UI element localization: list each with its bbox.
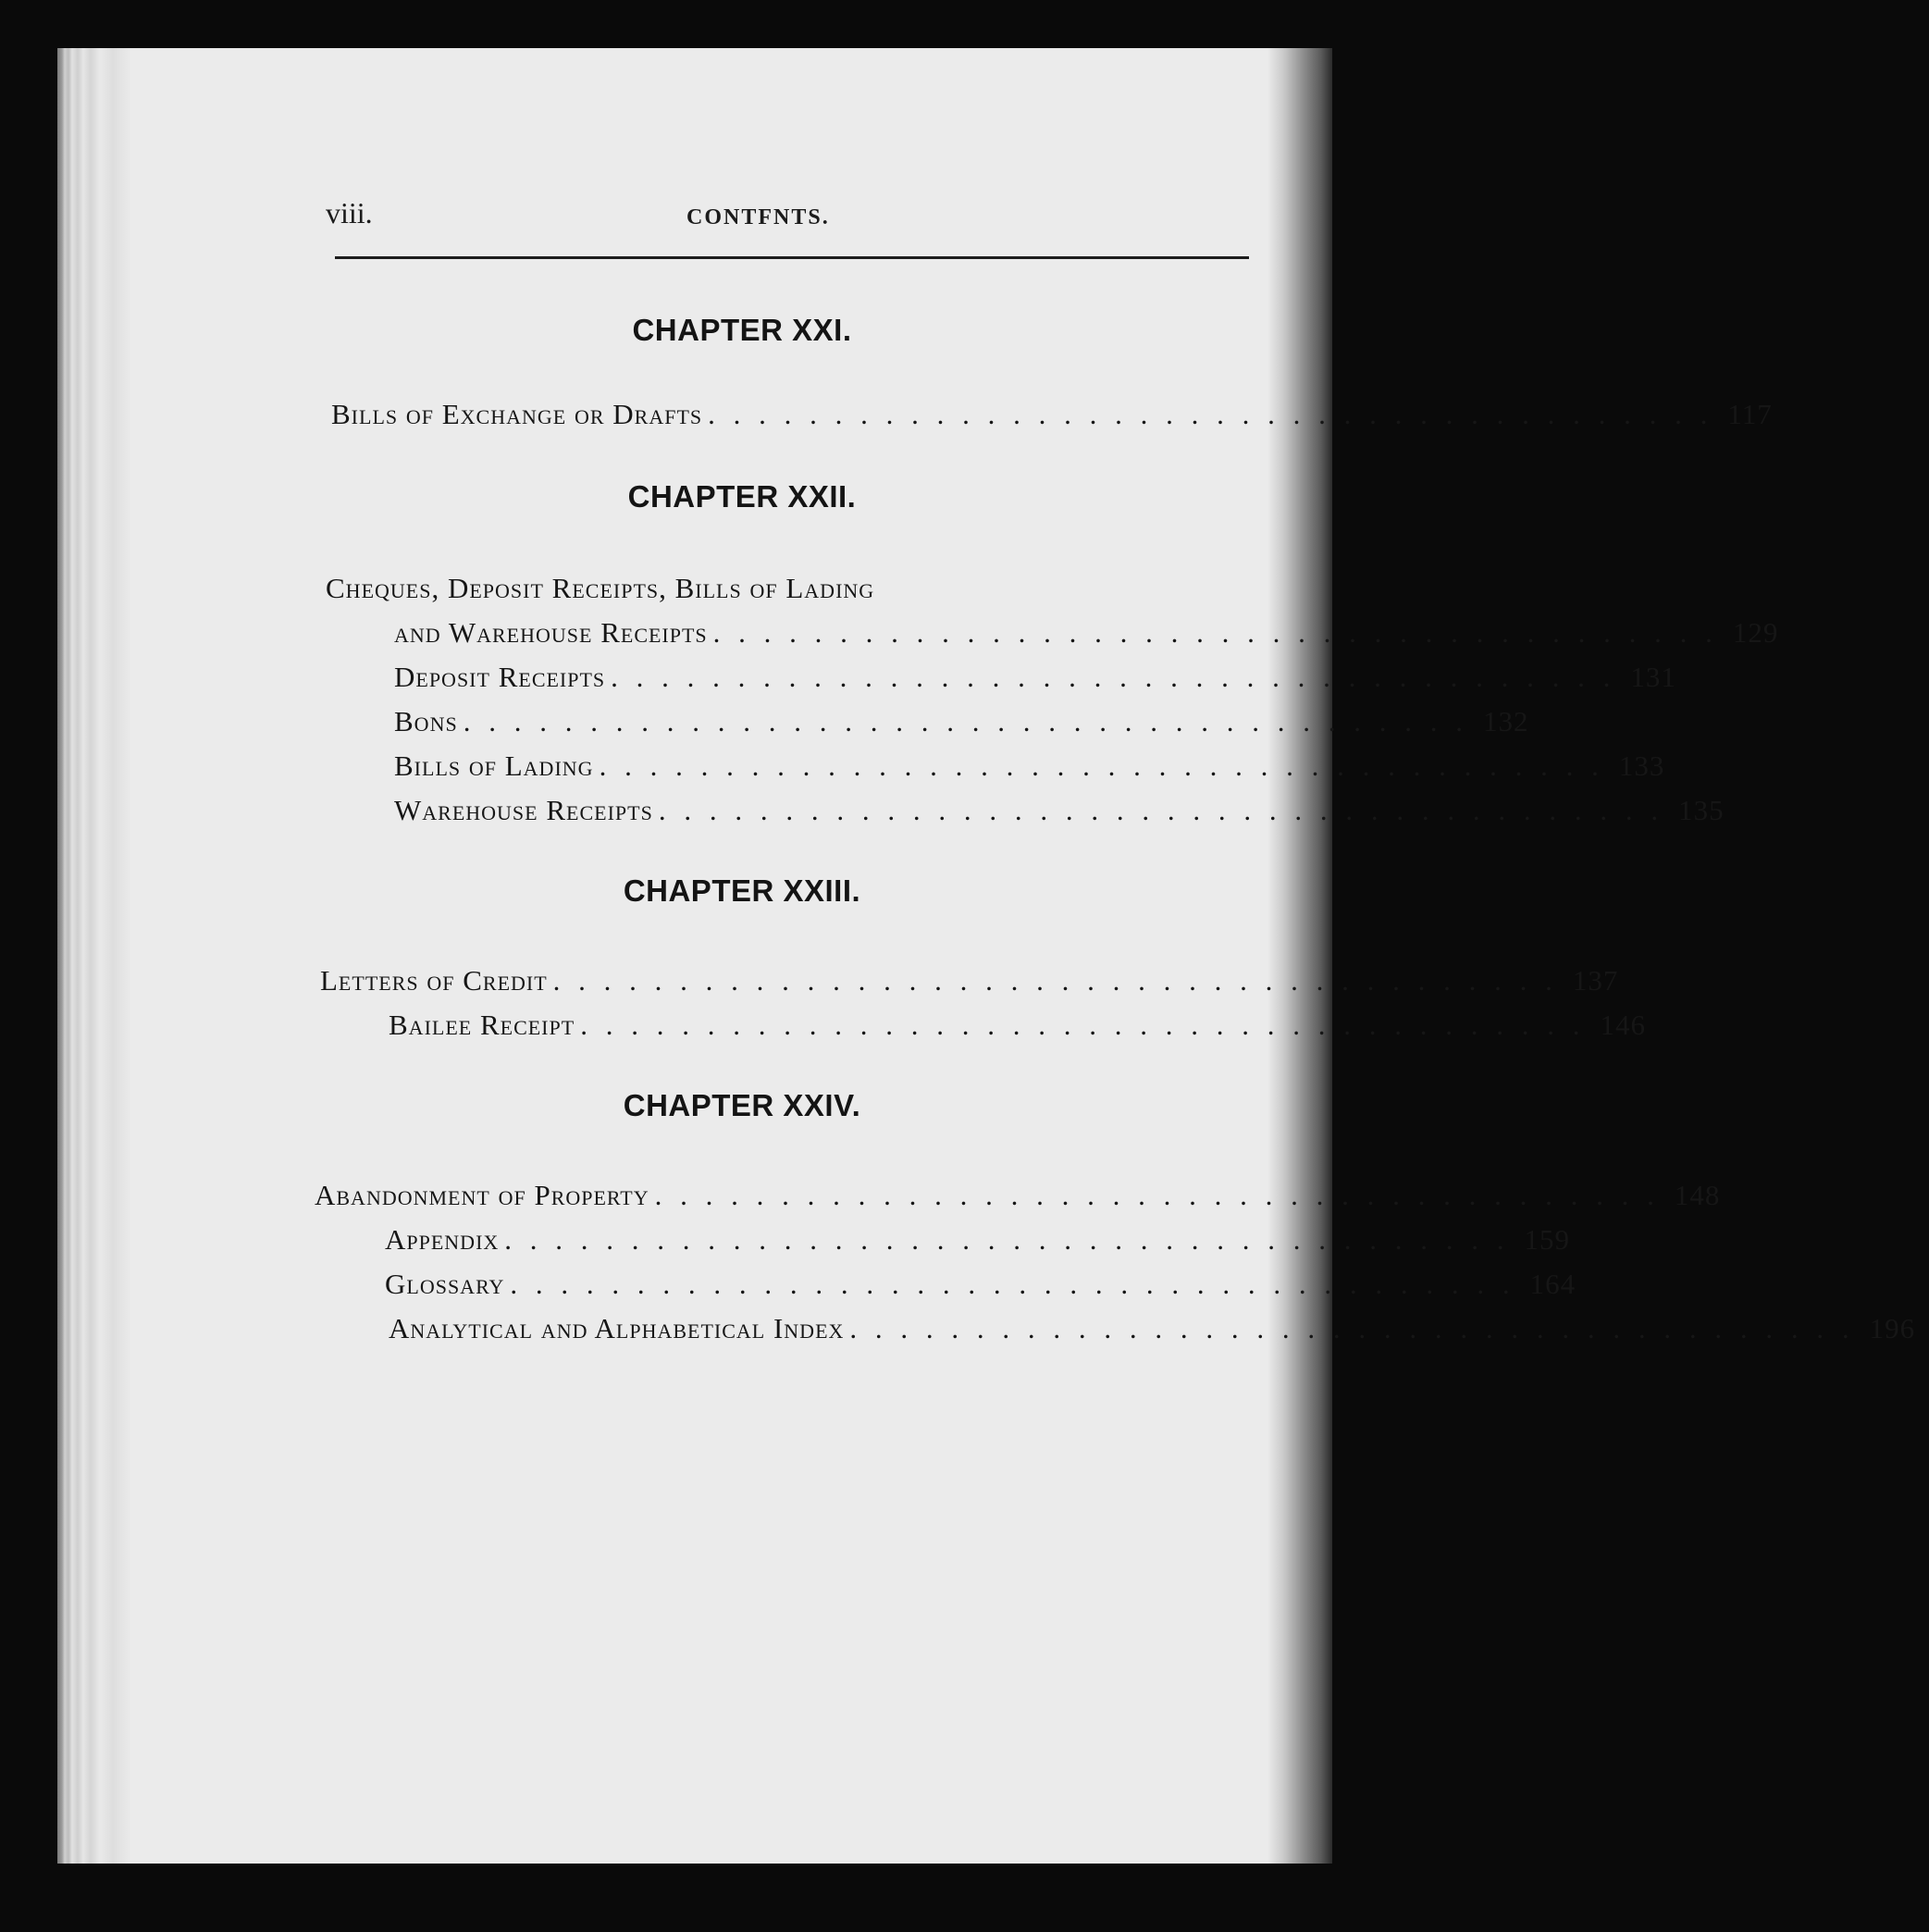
running-head-title: CONTFNTS.	[686, 205, 830, 229]
toc-entry[interactable]	[385, 1268, 1577, 1301]
toc-page-number: 117	[1727, 398, 1773, 430]
toc-page-number: 137	[1572, 964, 1619, 997]
toc-entry-title: Bills of Lading	[394, 749, 594, 782]
toc-entry-title: Deposit Receipts	[394, 661, 606, 693]
toc-entry-title: Glossary	[385, 1268, 505, 1300]
toc-entry-title: Abandonment of Property	[315, 1179, 649, 1211]
toc-entry[interactable]	[394, 794, 1725, 827]
toc-entry[interactable]	[331, 398, 1773, 431]
dot-leader: . . . . . . . . . . . . . . . . . . . . . . . . . . . . . . . . . . . . . . . .	[654, 1179, 1660, 1211]
toc-entry[interactable]	[394, 661, 1676, 694]
toc-page-number: 129	[1732, 616, 1779, 649]
dot-leader: . . . . . . . . . . . . . . . . . . . . . . . . . . . . . . . . . . . . . . . .	[463, 705, 1468, 737]
toc-entry[interactable]	[394, 749, 1665, 783]
table-of-contents	[57, 48, 1916, 1864]
toc-entry[interactable]	[394, 705, 1529, 738]
dot-leader: . . . . . . . . . . . . . . . . . . . . . . . . . . . . . . . . . . . . . . . .	[599, 749, 1604, 782]
chapter-heading: CHAPTER XXI.	[632, 313, 852, 347]
dot-leader: . . . . . . . . . . . . . . . . . . . . . . . . . . . . . . . . . . . . . . . .	[552, 964, 1558, 997]
chapter-heading: CHAPTER XXIII.	[623, 873, 861, 908]
toc-entry-title: and Warehouse Receipts	[394, 616, 708, 649]
toc-page-number: 146	[1600, 1009, 1646, 1041]
dot-leader: . . . . . . . . . . . . . . . . . . . . . . . . . . . . . . . . . . . . . . . .	[849, 1312, 1855, 1344]
toc-page-number: 164	[1529, 1268, 1577, 1300]
toc-entry-title: Warehouse Receipts	[394, 794, 653, 826]
page-folio: viii.	[326, 196, 373, 229]
dot-leader: . . . . . . . . . . . . . . . . . . . . . . . . . . . . . . . . . . . . . . . .	[580, 1009, 1586, 1041]
toc-entry[interactable]	[320, 964, 1619, 997]
toc-entry[interactable]	[394, 616, 1779, 650]
chapter-heading: CHAPTER XXIV.	[623, 1088, 861, 1122]
toc-entry-title: Letters of Credit	[320, 964, 548, 997]
toc-entry-title: Bons	[394, 705, 458, 737]
toc-entry[interactable]	[385, 1223, 1571, 1257]
toc-entry-title: Analytical and Alphabetical Index	[389, 1312, 845, 1344]
toc-page-number: 196	[1869, 1312, 1916, 1344]
toc-page-number: 133	[1618, 749, 1665, 782]
toc-entry[interactable]	[315, 1179, 1721, 1212]
toc-page-number: 135	[1678, 794, 1725, 826]
chapter-heading: CHAPTER XXII.	[627, 479, 857, 514]
toc-page-number: 131	[1630, 661, 1676, 693]
dot-leader: . . . . . . . . . . . . . . . . . . . . . . . . . . . . . . . . . . . . . . . .	[658, 794, 1664, 826]
toc-page-number: 148	[1674, 1179, 1721, 1211]
book-page	[57, 48, 1916, 1864]
toc-page-number: 132	[1482, 705, 1529, 737]
toc-entry[interactable]	[389, 1009, 1646, 1042]
dot-leader: . . . . . . . . . . . . . . . . . . . . . . . . . . . . . . . . . . . . . . . .	[712, 616, 1718, 649]
toc-entry-title: Bills of Exchange or Drafts	[331, 398, 703, 430]
toc-entry-title-line1: Cheques, Deposit Receipts, Bills of Lading	[326, 572, 875, 604]
toc-entry-title: Appendix	[385, 1223, 500, 1256]
dot-leader: . . . . . . . . . . . . . . . . . . . . . . . . . . . . . . . . . . . . . . . .	[504, 1223, 1510, 1256]
toc-entry[interactable]	[389, 1312, 1916, 1345]
dot-leader: . . . . . . . . . . . . . . . . . . . . . . . . . . . . . . . . . . . . . . . .	[611, 661, 1616, 693]
toc-page-number: 159	[1524, 1223, 1571, 1256]
dot-leader: . . . . . . . . . . . . . . . . . . . . . . . . . . . . . . . . . . . . . . . .	[708, 398, 1713, 430]
dot-leader: . . . . . . . . . . . . . . . . . . . . . . . . . . . . . . . . . . . . . . . .	[510, 1268, 1515, 1300]
toc-entry-title: Bailee Receipt	[389, 1009, 575, 1041]
